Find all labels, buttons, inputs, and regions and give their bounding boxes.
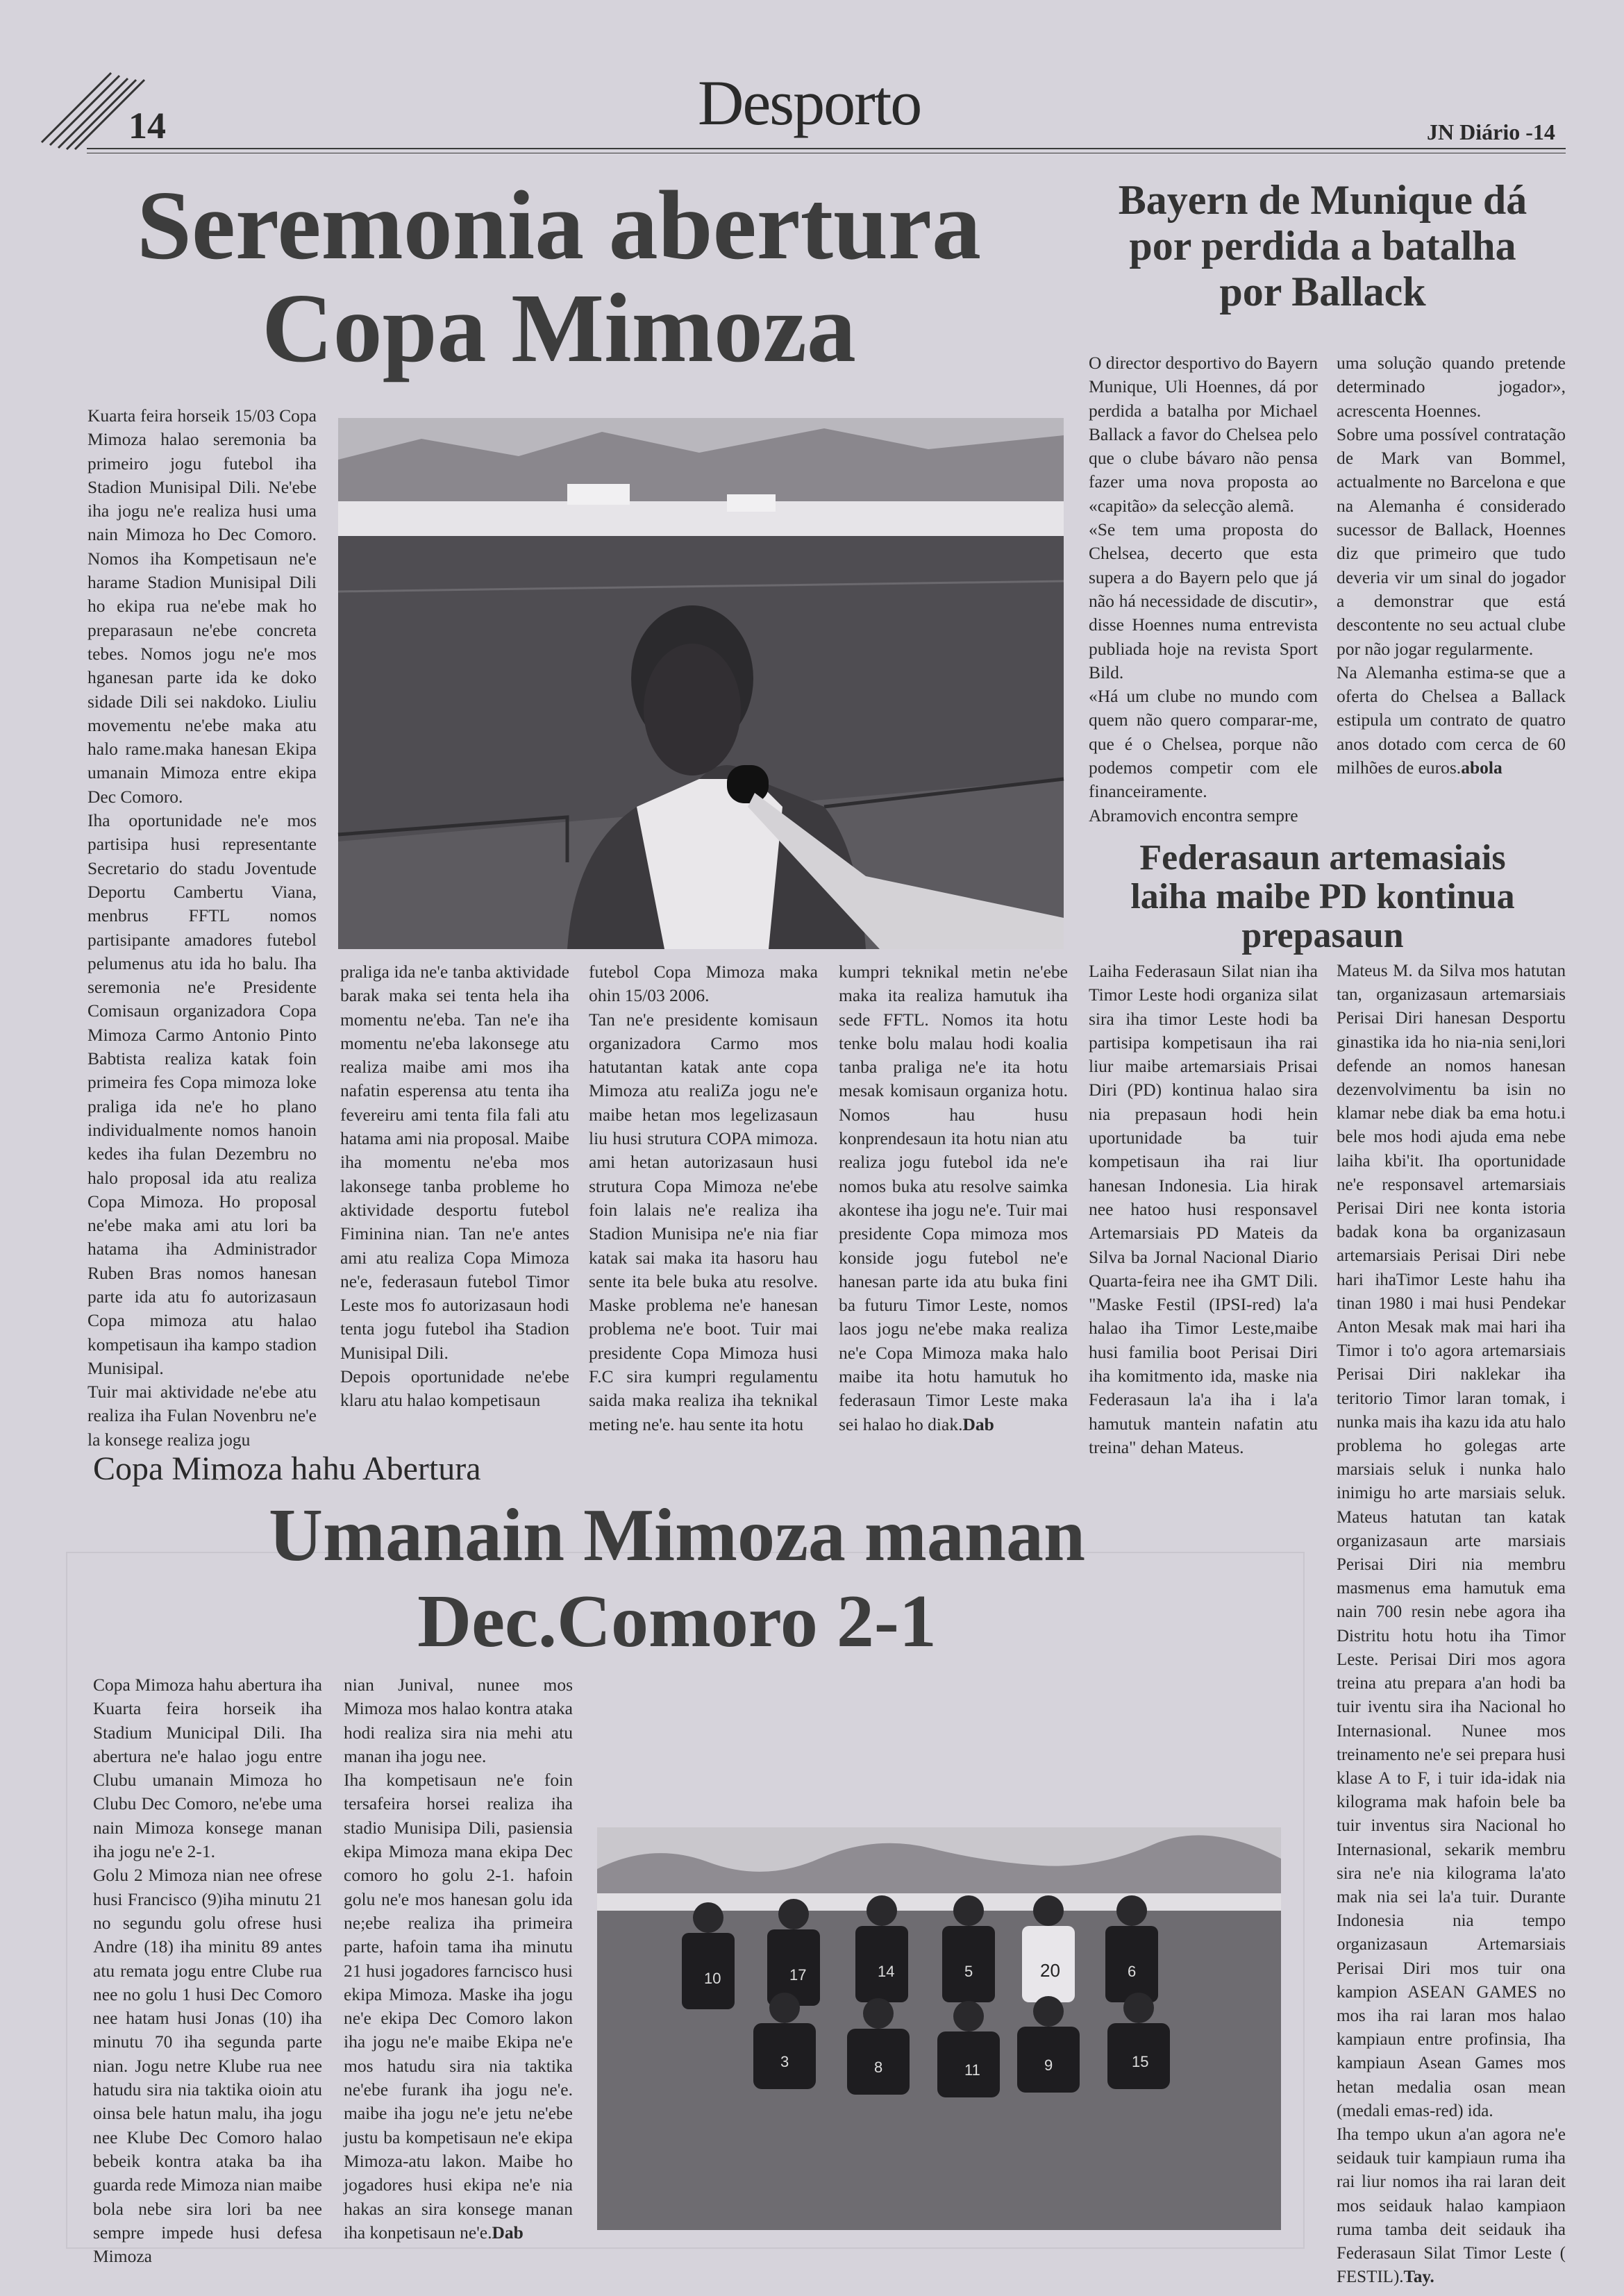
main-headline-line1: Seremonia abertura [136, 170, 981, 280]
team-photo-image [597, 1827, 1281, 2230]
byline: Dab [492, 2222, 524, 2243]
mimoza-col2 [344, 1673, 573, 2243]
bayern-headline-line2: por perdida a batalha [1129, 223, 1516, 269]
paragraph: Copa Mimoza hahu abertura iha Kuarta feira horseik iha Stadium Municipal Dili. Iha abertura ne'e halao jogu entre Clubu umanain Mimoza ho Clubu Dec Comoro, ne'ebe uma nain Mimoza konsege manan iha jogu ne'e 2-1. [93, 1675, 322, 1862]
main-headline [97, 170, 1021, 383]
bayern-col1 [1089, 351, 1318, 837]
federasaun-headline-line1: Federasaun artemasiais [1139, 838, 1506, 878]
federasaun-headline [1080, 839, 1566, 955]
mimoza-headline-line2: Dec.Comoro 2-1 [417, 1580, 937, 1663]
bayern-headline-line3: por Ballack [1219, 269, 1426, 315]
main-article-col3 [589, 960, 818, 1444]
paragraph: Tuir mai aktividade ne'ebe atu realiza iha Fulan Novenbru ne'e la konsege realiza jogu [87, 1382, 317, 1450]
interview-photo-image [338, 418, 1064, 949]
jersey-number: 10 [704, 1970, 721, 1987]
mimoza-headline [174, 1493, 1180, 1665]
paragraph: Mateus M. da Silva mos hatutan tan, organizasaun artemarsiais Perisai Diri hanesan Desportu ginastika ida ho nia-nia seni,lori defende an nomos hanesan dezenvolvimentu ba isin no klamar nebe diak ba ema hotu.i bele mos hodi ajuda ema nebe laiha kbi'it. Iha oportunidade ne'e responsavel artemarsiais Perisai Diri nee konta istoria badak kona ba organizasaun artemarsiais Perisai Diri nebe hari ihaTimor Leste hahu iha tinan 1980 i mai husi Pendekar Anton Mesak mak mai hari iha Timor i to'o agora artemarsiais Perisai Diri naklekar iha teritorio Timor laran tomak, i nunka mais iha kazu ida atu halo problema ho golegas arte marsiais seluk i nunka halo inimigu ho arte marsiais seluk. Mateus hatutan tan katak organizasaun arte marsiais Perisai Diri nia membru masmenus ema hamutuk ema nain 700 resin nebe agora iha Distritu hotu hotu iha Timor Leste. Perisai Diri mos agora treina atu prepara a'an hodi ba tuir iventu sira iha Nacional ho Internasional. Nunee mos treinamento ne'e sei prepara husi klase A to F, i tuir ida-idak nia kilograma mak hafoin bele ba tuir inventus sira Nacional ho Internasional, sekarik membru sira ne'e nia kilograma la'ato mak nia sei la'a tuir. Durante Indonesia nia tempo organizasaun Artemarsiais Perisai Diri mos tuir ona kampion ASEAN GAMES no mos iha rai laran mos halao kampiaun entre profinsia, Iha kampiaun Asean Games mos hetan medalia osan mean (medali emas-red) ida. [1337, 962, 1566, 2120]
federasaun-headline-line2: laiha maibe PD kontinua [1130, 877, 1515, 916]
paragraph: O director desportivo do Bayern Munique, Uli Hoennes, dá por perdida a batalha por Michael Ballack a favor do Chelsea pelo que o clube bávaro não pensa fazer uma nova proposta ao «capitão» da selecção alemã. [1089, 353, 1318, 516]
main-article-col1 [87, 404, 317, 1450]
paragraph: praliga ida ne'e tanba aktividade barak maka sei tenta hela iha momentu ne'eba. Tan ne'e iha momentu ne'eba lakonsege atu realiza maibe ami mos iha nafatin esperensa atu tenta iha fevereiru ami tenta fila fali atu hatama ami nia proposal. Maibe iha momentu ne'eba mos lakonsege tanba probleme ho aktividade desportu futebol Fiminina nian. Tan ne'e antes ami atu realiza Copa Mimoza ne'e, federasaun futebol Timor Leste mos fo autorizasaun hodi tenta jogu futebol iha Stadion Munisipal Dili. [340, 962, 569, 1363]
paragraph: «Se tem uma proposta do Chelsea, decerto que esta supera a do Bayern pelo que já não há necessidade de discutir», disse Hoennes numa entrevista publiada hoje na revista Sport Bild. [1089, 519, 1318, 682]
byline: Tay. [1403, 2268, 1434, 2287]
jersey-number: 14 [878, 1963, 895, 1980]
jersey-number: 3 [780, 2053, 789, 2070]
paragraph: Iha kompetisaun ne'e foin tersafeira horsei realiza iha stadio Munisipa Dili, pasiensia ekipa Mimoza mana ekipa Dec comoro ho golu 2-1. hafoin golu ne'e mos hanesan golu ida ne;ebe realiza iha primeira parte, hafoin tama iha minutu 21 husi jogadores farncisco husi ekipa Mimoza. Maske iha jogu ne'e ekipa Dec Comoro lakon iha jogu ne'e maibe Ekipa ne'e mos hatudu sira nia taktika ne'ebe furank iha jogu ne'e. maibe iha jogu ne'e jetu ne'ebe justu ba kompetisaun ne'e ekipa Mimoza-atu lakon. Maibe ho jogadores husi ekipa ne'e nia hakas an sira konsege manan iha konpetisaun ne'e. [344, 1770, 573, 2243]
jersey-number: 11 [964, 2061, 980, 2079]
edition-label: JN Diário -14 [1427, 119, 1555, 144]
paragraph: Na Alemanha estima-se que a oferta do Chelsea a Ballack estipula um contrato de quatro anos dotado com cerca de 60 milhões de euros. [1337, 662, 1566, 778]
byline: Dab [962, 1414, 994, 1434]
page-number: 14 [128, 105, 166, 146]
federasaun-col1 [1089, 960, 1318, 1459]
byline: abola [1461, 757, 1502, 778]
paragraph: Iha tempo ukun a'an agora ne'e seidauk tuir kampiaun ruma iha rai liur nomos iha rai laran deit mos seidauk halao kampiaon ruma tamba deit seidauk iha Federasaun Silat Timor Leste ( FESTIL). [1337, 2125, 1566, 2287]
paragraph: Depois oportunidade ne'ebe klaru atu halao kompetisaun [340, 1366, 569, 1411]
main-article-col2 [340, 960, 569, 1444]
jersey-number: 20 [1040, 1960, 1060, 1981]
interview-photo [338, 418, 1064, 949]
paragraph: Golu 2 Mimoza nian nee ofrese husi Francisco (9)iha minutu 21 no segundu golu ofrese husi Andre (18) iha minitu 89 antes atu remata jogu entre Clube rua nee no golu 1 husi Dec Comoro nee hatam husi Jonas (10) iha minutu 70 iha segunda parte nian. Jogu netre Klube rua nee hatudu sira nia taktika oioin atu oinsa bele hatun malu, iha jogu nee Klube Dec Comoro halao bebeik kontra ataka ba iha guarda rede Mimoza nian maibe bola nebe sira lori ba nee sempre impede husi defesa Mimoza [93, 1865, 322, 2267]
paragraph: uma solução quando pretende determinado jogador», acrescenta Hoennes. [1337, 353, 1566, 421]
mimoza-headline-line1: Umanain Mimoza manan [268, 1494, 1086, 1577]
mimoza-kicker: Copa Mimoza hahu Abertura [93, 1450, 481, 1487]
paragraph: Iha oportunidade ne'e mos partisipa husi representante Secretario do stadu Joventude Deportu Cambertu Viana, menbrus FFTL nomos partisipante amadores futebol pelumenus atu ida ho balu. Iha seremonia ne'e Presidente Comisaun organizadora Copa Mimoza Carmo Antonio Pinto Babtista realiza katak foin primeira fes Copa mimoza loke praliga ida ne'e ho plano individualmente nomos hanoin kedes iha fulan Dezembru no halo proposal ida atu realiza Copa Mimoza. Ho proposal ne'ebe maka ami atu lori ba hatama iha Administrador Ruben Bras nomos hanesan parte ida atu fo autorizasaun Copa mimoza atu halao kompetisaun iha kampo stadion Munisipal. [87, 810, 317, 1378]
paragraph: Sobre uma possível contratação de Mark van Bommel, actualmente no Barcelona e que na Alemanha é considerado sucessor de Ballack, Hoennes diz que primeiro que tudo deveria vir um sinal do jogador a demonstrar que está descontente no seu actual clube por não jogar regularmente. [1337, 424, 1566, 659]
jersey-number: 8 [874, 2059, 883, 2076]
federasaun-headline-line3: prepasaun [1241, 916, 1404, 955]
main-headline-line2: Copa Mimoza [262, 273, 856, 383]
bayern-col2 [1337, 351, 1566, 837]
paragraph: kumpri teknikal metin ne'ebe maka ita realiza hamutuk iha sede FFTL. Nomos ita hotu tenke bolu malau hodi koalia tanba praliga ne'e ita hotu mesak komisaun organiza hotu. Nomos hau husu konprendesaun ita hotu nian atu realiza jogu futebol ida ne'e nomos buka atu resolve saimka akontese iha jogu ne'e. Tuir mai presidente Copa mimoza mos konside jogu futebol ne'e hanesan parte ida atu buka fini ba futuru Timor Leste, nomos laos jogu ne'ebe maka realiza ne'e Copa Mimoza maka halo maibe ita hotu hamutuk ho federasaun Timor Leste maka sei halao ho diak. [839, 962, 1068, 1434]
paragraph: nian Junival, nunee mos Mimoza mos halao kontra ataka hodi realiza sira nia mehi atu manan iha jogu nee. [344, 1675, 573, 1766]
jersey-number: 5 [964, 1963, 973, 1980]
main-article-col4 [839, 960, 1068, 1444]
paragraph: «Há um clube no mundo com quem não quero comparar-me, que é o Chelsea, porque não podemos competir com ele financeiramente. [1089, 686, 1318, 802]
paragraph: Kuarta feira horseik 15/03 Copa Mimoza halao seremonia ba primeiro jogu futebol iha Stadion Munisipal Dili. Ne'ebe iha jogu ne'e realiza husi uma nain Mimoza ho Dec Comoro. Nomos iha Kompetisaun ne'e harame Stadion Munisipal Dili ho ekipa rua ne'ebe mak ho preparasaun ne'ebe concreta tebes. Nomos jogu ne'e mos hganesan parte ida ke doko sidade Dili sei nakdoko. Liuliu movementu ne'ebe maka atu halo rame.maka hanesan Ekipa umanain Mimoza entre ekipa Dec Comoro. [87, 405, 317, 807]
team-photo [597, 1827, 1281, 2230]
jersey-number: 17 [789, 1966, 807, 1984]
bayern-headline [1080, 177, 1566, 315]
paragraph: Abramovich encontra sempre [1089, 805, 1298, 826]
federasaun-col2 [1337, 960, 1566, 2287]
jersey-number: 6 [1128, 1963, 1137, 1980]
jersey-number: 15 [1132, 2053, 1149, 2070]
header-rule [87, 148, 1566, 149]
mimoza-col1 [93, 1673, 322, 2267]
bayern-headline-line1: Bayern de Munique dá [1118, 177, 1527, 223]
jersey-number: 9 [1044, 2056, 1053, 2074]
section-title: Desporto [698, 67, 921, 138]
paragraph: Laiha Federasaun Silat nian iha Timor Leste hodi organiza silat sira iha timor Leste hodi ba partisipa kompetisaun iha rai liur maibe artemarsiais Prisai Diri (PD) kontinua halao sira nia prepasaun hodi hein uportunidade ba tuir kompetisaun iha rai liur hanesan Indonesia. Lia hirak nee hatoo husi responsavel Artemarsiais PD Mateis da Silva ba Jornal Nacional Diario Quarta-feira nee iha GMT Dili. "Maske Festil (IPSI-red) la'a halao iha Timor Leste,maibe husi familia boot Perisai Diri iha komitmento ida, maske nia Federasaun la'a iha i la'a hamutuk mantein nafatin atu treina" dehan Mateus. [1089, 961, 1318, 1457]
paragraph: Tan ne'e presidente komisaun organizadora Carmo mos hatutantan katak ante copa Mimoza atu realiZa jogu ne'e maibe hetan mos legelizasaun liu husi strutura COPA mimoza. ami hetan autorizasaun husi strutura Copa Mimoza ne'ebe foin lalais ne'e realiza iha Stadion Munisipa ne'e nia fiar katak sai maka ita hasoru hau sente ita bele buka atu resolve. Maske problema ne'e hanesan problema ne'e boot. Tuir mai presidente Copa Mimoza husi F.C sira kumpri regulamentu saida maka realiza iha teknikal meting ne'e. hau sente ita hotu [589, 1009, 818, 1434]
paragraph: futebol Copa Mimoza maka ohin 15/03 2006. [589, 962, 818, 1006]
